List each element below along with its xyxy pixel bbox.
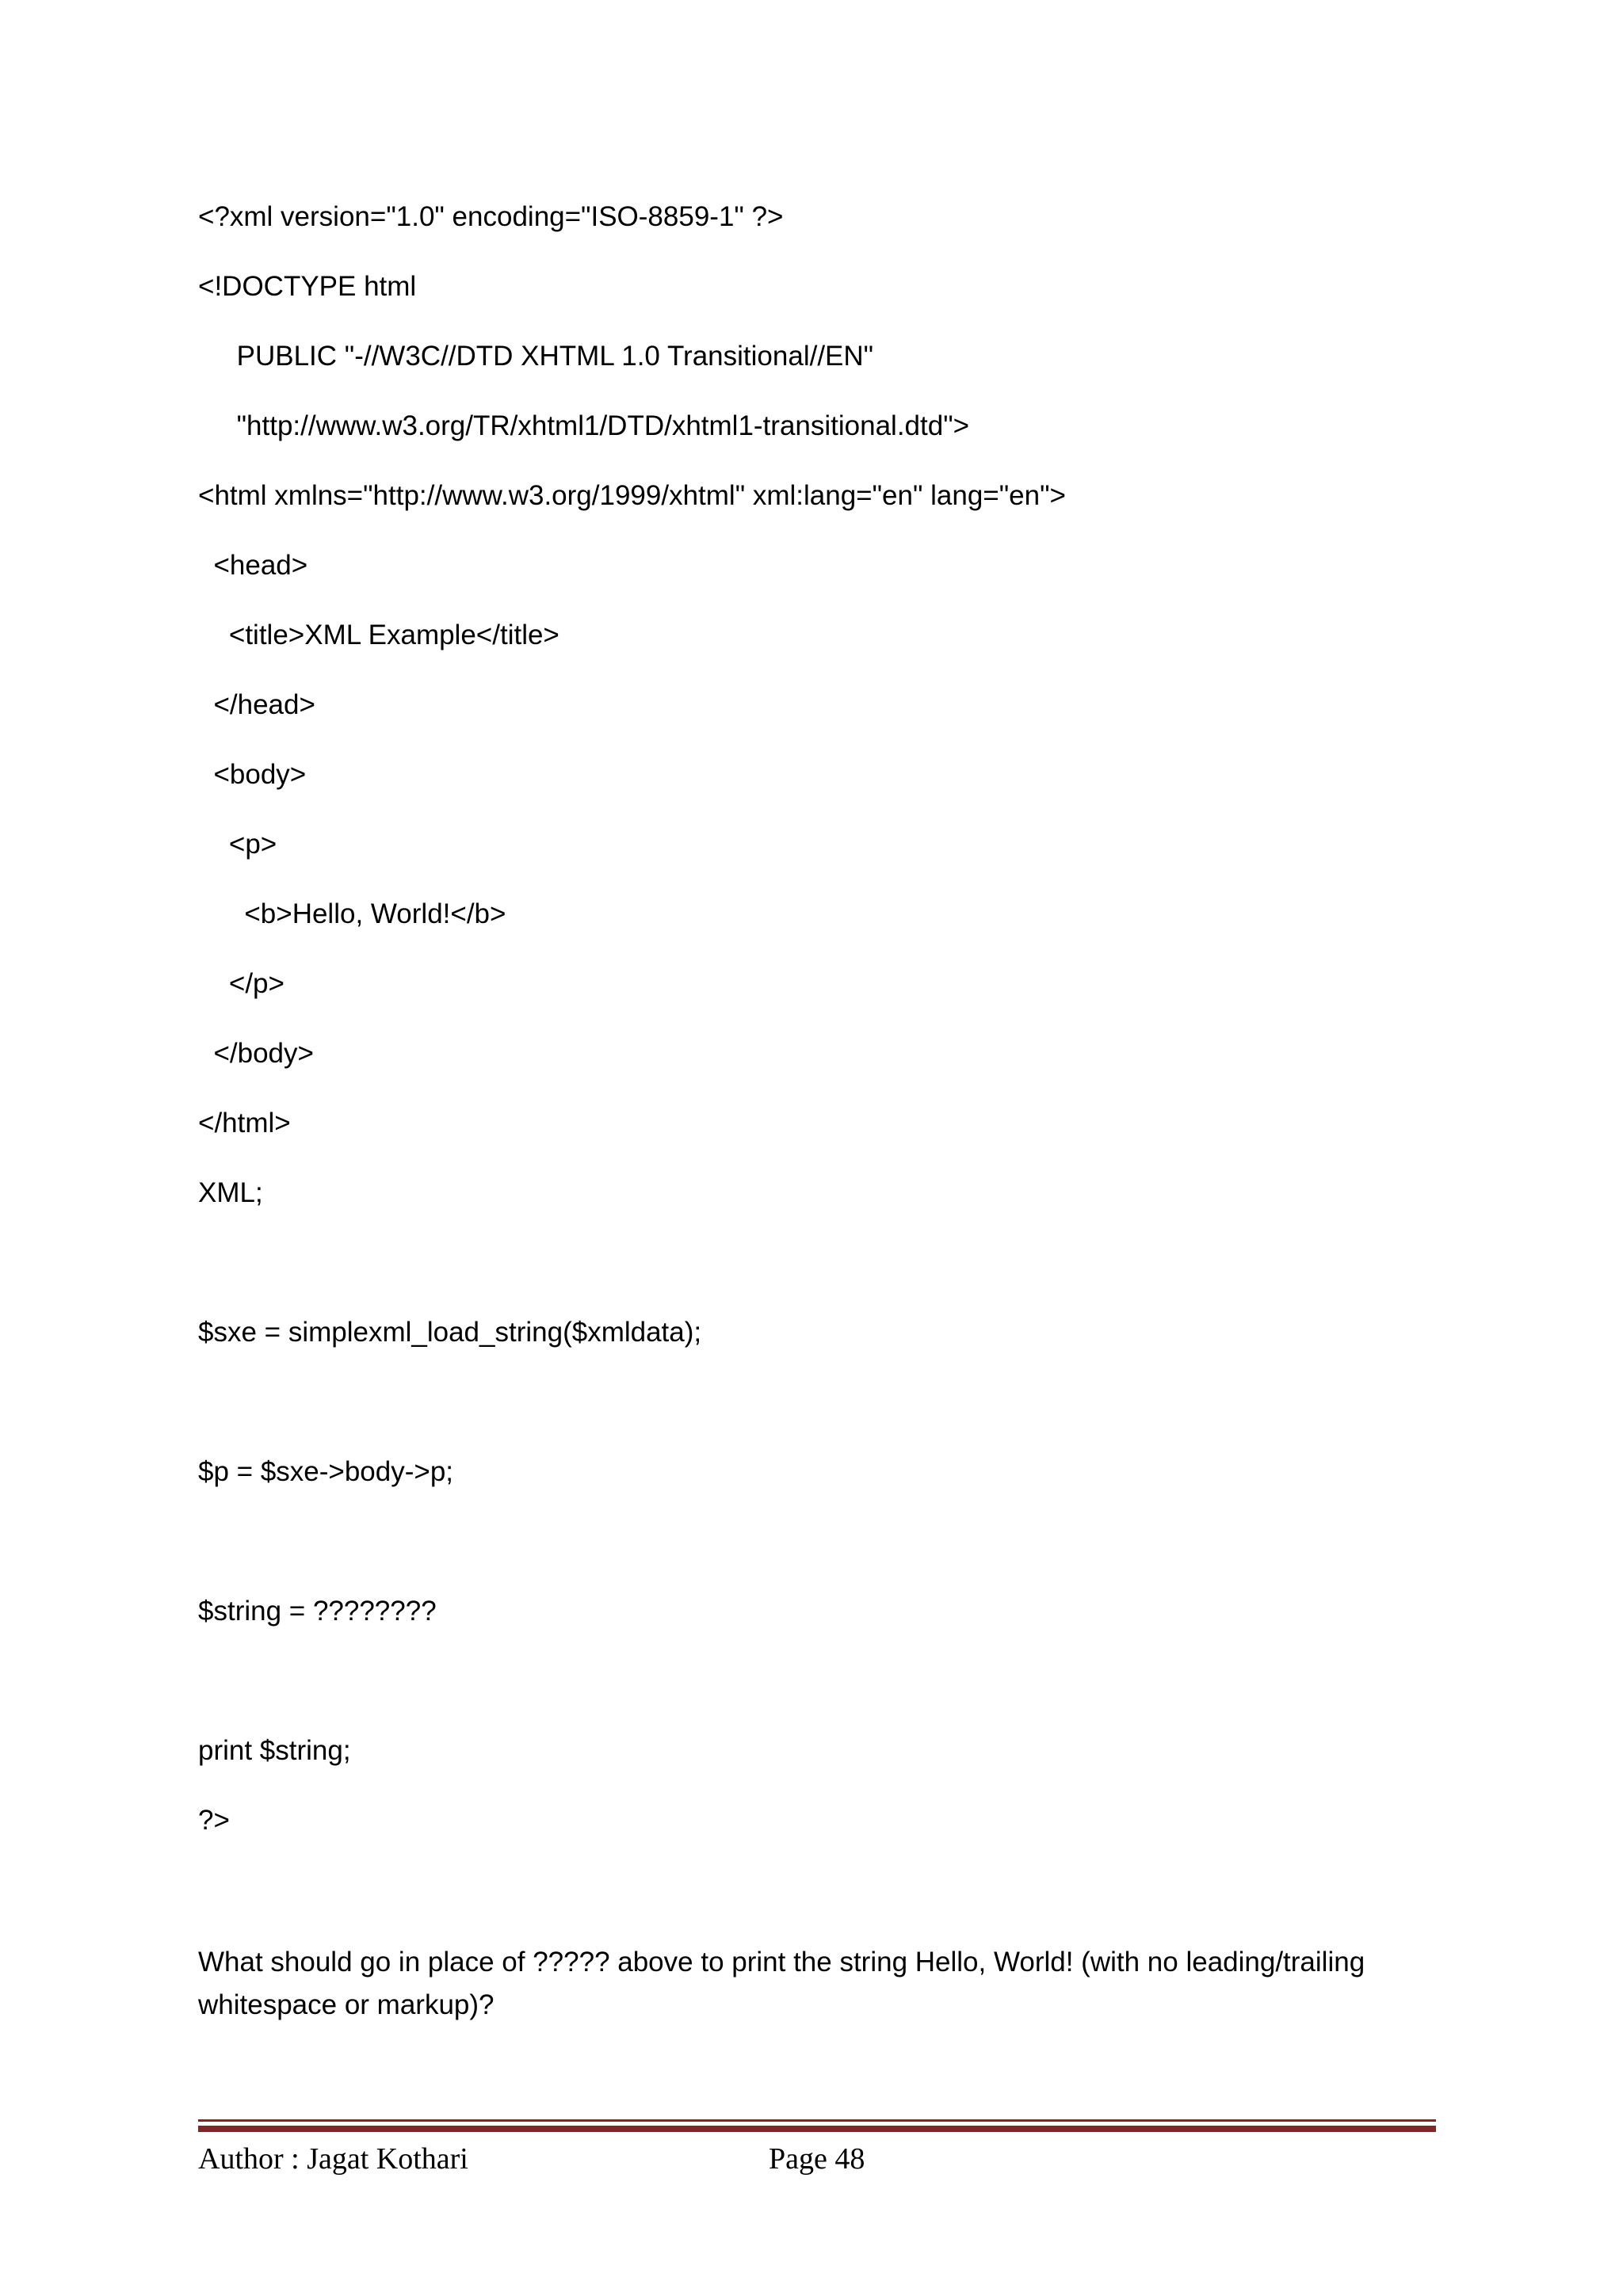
code-line-php-close: ?>: [198, 1805, 230, 1836]
footer-rule-thin: [198, 2119, 1436, 2122]
code-line-p-open: <p>: [198, 829, 277, 860]
code-line-sxe-assign: $sxe = simplexml_load_string($xmldata);: [198, 1317, 702, 1348]
code-line-public-id: PUBLIC "-//W3C//DTD XHTML 1.0 Transitional//EN": [198, 341, 874, 372]
code-line-bold-text: <b>Hello, World!</b>: [198, 898, 506, 929]
code-line-head-open: <head>: [198, 550, 308, 581]
code-line-p-close: </p>: [198, 968, 285, 999]
question-text: What should go in place of ????? above to print the string Hello, World! (with no leading/trailing whitespace or markup)?: [198, 1947, 1365, 2020]
code-line-head-close: </head>: [198, 689, 315, 720]
code-line-xml-declaration: <?xml version="1.0" encoding="ISO-8859-1" ?>: [198, 201, 784, 232]
code-line-title: <title>XML Example</title>: [198, 620, 559, 650]
code-line-string-assign: $string = ????????: [198, 1596, 437, 1627]
code-line-html-open: <html xmlns="http://www.w3.org/1999/xhtml" xml:lang="en" lang="en">: [198, 480, 1066, 511]
code-line-print: print $string;: [198, 1735, 351, 1766]
code-line-system-id: "http://www.w3.org/TR/xhtml1/DTD/xhtml1-transitional.dtd">: [198, 410, 970, 441]
code-line-body-close: </body>: [198, 1038, 314, 1069]
code-line-doctype: <!DOCTYPE html: [198, 271, 417, 302]
code-line-p-assign: $p = $sxe->body->p;: [198, 1456, 454, 1487]
footer-author: Author : Jagat Kothari: [198, 2142, 468, 2176]
code-line-html-close: </html>: [198, 1108, 291, 1138]
footer-page-number: Page 48: [769, 2142, 865, 2176]
footer-rule-thick: [198, 2126, 1436, 2132]
code-line-body-open: <body>: [198, 759, 307, 790]
code-line-heredoc-end: XML;: [198, 1177, 263, 1208]
